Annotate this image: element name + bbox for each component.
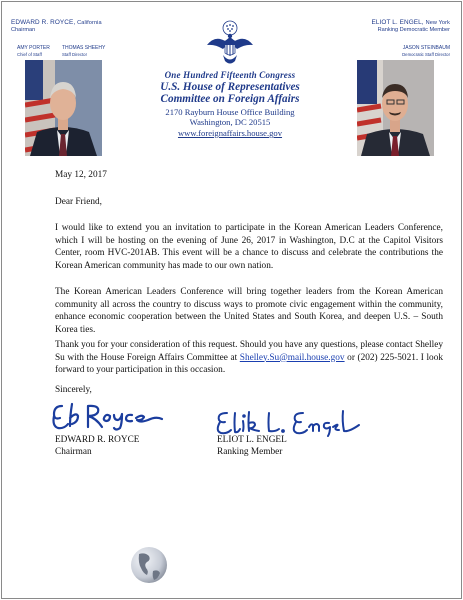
ranking-member-name: ELIOT L. ENGEL	[371, 19, 422, 26]
ranking-member-portrait	[357, 60, 434, 156]
staff-name: THOMAS SHEEHY	[62, 45, 106, 51]
masthead-committee: Committee on Foreign Affairs	[160, 93, 300, 105]
masthead-congress: One Hundred Fifteenth Congress	[164, 70, 296, 80]
staff-entry	[17, 45, 50, 57]
paragraph-3-text-end: or (202) 225-5021. I look forward to your participation in this occasion.	[55, 352, 443, 375]
chairman-header: EDWARD R. ROYCE, California Chairman	[11, 19, 126, 33]
masthead-website-link[interactable]: www.foreignaffairs.house.gov	[177, 128, 283, 138]
staff-role: Staff Director	[62, 52, 87, 57]
signer-name: EDWARD R. ROYCE	[55, 435, 140, 445]
staff-name: AMY PORTER	[17, 45, 50, 51]
masthead-address-line1: 2170 Rayburn House Office Building	[165, 107, 295, 117]
letter-closing: Sincerely,	[55, 385, 92, 395]
masthead	[140, 70, 320, 138]
globe-icon	[129, 545, 169, 585]
chairman-portrait	[25, 60, 102, 156]
letter-paragraph-3	[55, 339, 443, 377]
engel-signature-icon	[213, 407, 363, 437]
letter-paragraph-1: I would like to extend you an invitation to participate in the Korean American Leaders Conference, which I will be hosting on the evening of June 26, 2017 in Washington, D.C at the Capitol Visitors Center, room HVC-201AB. This event will be a chance to discuss and celebrate the contributions the Korean American community has made to our own nation.	[55, 223, 443, 271]
us-seal-icon	[205, 17, 255, 67]
staff-entry	[62, 45, 105, 57]
masthead-address-line2: Washington, DC 20515	[189, 117, 271, 127]
letter-paragraph-2: The Korean American Leaders Conference will bring together leaders from the Korean American community all across the country to discuss ways to promote civic engagement within the community, enhance economic cooperation between the United States and South Korea, and deepen U.S. – South Korea ties.	[55, 287, 443, 335]
letter-salutation: Dear Friend,	[55, 197, 102, 207]
ranking-member-state: New York	[425, 20, 450, 26]
letter-date: May 12, 2017	[55, 170, 107, 180]
staff-role: Democratic Staff Director	[402, 52, 450, 57]
signer-title: Chairman	[55, 447, 92, 457]
email-link[interactable]: Shelley.Su@mail.house.gov	[239, 352, 345, 363]
chairman-name: EDWARD R. ROYCE	[11, 19, 74, 26]
paragraph-3-text: Thank you for your consideration of this request. Should you have any questions, please contact Shelley Su with the House Foreign Affairs Committee at	[55, 340, 443, 363]
ranking-member-header: ELIOT L. ENGEL, New York Ranking Democratic Member	[340, 19, 450, 33]
masthead-house: U.S. House of Representatives	[160, 81, 300, 93]
staff-entry	[402, 45, 450, 57]
chairman-state: California	[77, 20, 102, 26]
signer-title: Ranking Member	[217, 447, 283, 457]
ranking-member-title: Ranking Democratic Member	[377, 27, 450, 33]
staff-name: JASON STEINBAUM	[402, 45, 450, 51]
chairman-title: Chairman	[11, 27, 36, 33]
signer-name: ELIOT L. ENGEL	[217, 435, 287, 445]
royce-signature-icon	[48, 400, 166, 434]
staff-role: Chief of Staff	[17, 52, 42, 57]
